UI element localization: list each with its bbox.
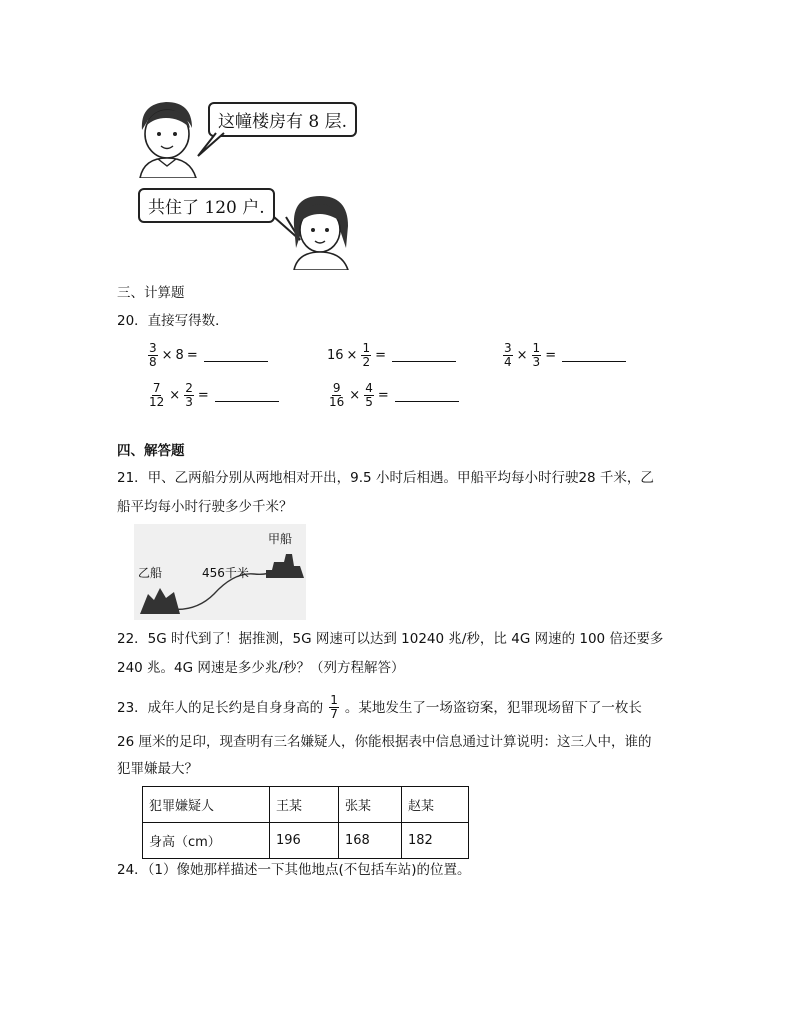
fraction: $\frac{1}{3}$	[532, 341, 541, 369]
fraction: $\frac{1}{2}$	[362, 341, 371, 369]
question-21-line-1: 21．甲、乙两船分别从两地相对开出，9.5 小时后相遇。甲船平均每小时行驶28 千米，乙	[117, 470, 654, 486]
distance-label: 456千米	[202, 566, 249, 580]
question-23-line-1: 23．成年人的足长约是自身身高的 $\frac{1}{7}$ 。某地发生了一场盗窃案，犯罪现场留下了一枚长	[117, 693, 642, 721]
question-23-line-2: 26 厘米的足印，现查明有三名嫌疑人，你能根据表中信息通过计算说明：这三人中，谁的	[117, 734, 652, 750]
question-23-line-3: 犯罪嫌最大？	[117, 761, 198, 777]
answer-blank[interactable]	[395, 389, 459, 402]
fraction: $\frac{2}{3}$	[185, 381, 193, 409]
table-row	[143, 787, 469, 823]
answer-blank[interactable]	[215, 389, 279, 402]
fraction: $\frac{1}{7}$	[330, 693, 338, 721]
table-cell: 182	[402, 823, 469, 859]
expression-4: $\frac{7}{12}$ × $\frac{2}{3}$ =	[147, 382, 279, 409]
girl-figure	[286, 190, 356, 270]
question-22-line-1: 22．5G 时代到了！据推测，5G 网速可以达到 10240 兆/秒，比 4G 网速的 100 倍还要多	[117, 631, 664, 647]
table-cell: 王某	[270, 787, 339, 823]
question-20-prompt: 20．直接写得数．	[117, 313, 229, 329]
expression-1: $\frac{3}{8}$ × 8 =	[147, 342, 268, 369]
suspect-height-table	[142, 786, 469, 859]
fraction: $\frac{4}{5}$	[365, 381, 373, 409]
expression-3: $\frac{3}{4}$ × $\frac{1}{3}$ =	[502, 342, 626, 369]
answer-blank[interactable]	[204, 349, 268, 362]
ships-figure	[134, 524, 306, 620]
ship-label-yi: 乙船	[138, 566, 163, 580]
question-24-line-1: 24．（1）像她那样描述一下其他地点(不包括车站)的位置。	[117, 862, 471, 878]
table-cell: 身高（cm）	[143, 823, 270, 859]
table-cell: 196	[270, 823, 339, 859]
boy-speech-bubble: 这幢楼房有 8 层.	[208, 102, 357, 137]
fraction: $\frac{3}{8}$	[149, 341, 157, 369]
table-row	[143, 823, 469, 859]
expression-2: 16 × $\frac{1}{2}$ =	[327, 342, 456, 369]
comic-illustration	[130, 90, 370, 270]
expression-5: $\frac{9}{16}$ × $\frac{4}{5}$ =	[327, 382, 459, 409]
table-cell: 张某	[339, 787, 402, 823]
boy-figure	[134, 96, 202, 178]
question-21-line-2: 船平均每小时行驶多少千米？	[117, 499, 293, 515]
answer-blank[interactable]	[562, 349, 626, 362]
table-cell: 168	[339, 823, 402, 859]
bubble-tail	[196, 132, 226, 158]
fraction: $\frac{7}{12}$	[149, 381, 165, 409]
table-cell: 赵某	[402, 787, 469, 823]
section-heading-word-problems: 四、解答题	[117, 443, 185, 459]
fraction: $\frac{3}{4}$	[504, 341, 512, 369]
fraction: $\frac{9}{16}$	[329, 381, 345, 409]
question-22-line-2: 240 兆。4G 网速是多少兆/秒？（列方程解答）	[117, 660, 405, 676]
table-cell: 犯罪嫌疑人	[143, 787, 270, 823]
girl-speech-bubble: 共住了 120 户.	[138, 188, 275, 223]
answer-blank[interactable]	[392, 349, 456, 362]
ship-label-jia: 甲船	[268, 532, 293, 546]
section-heading-calculation: 三、计算题	[117, 285, 185, 301]
